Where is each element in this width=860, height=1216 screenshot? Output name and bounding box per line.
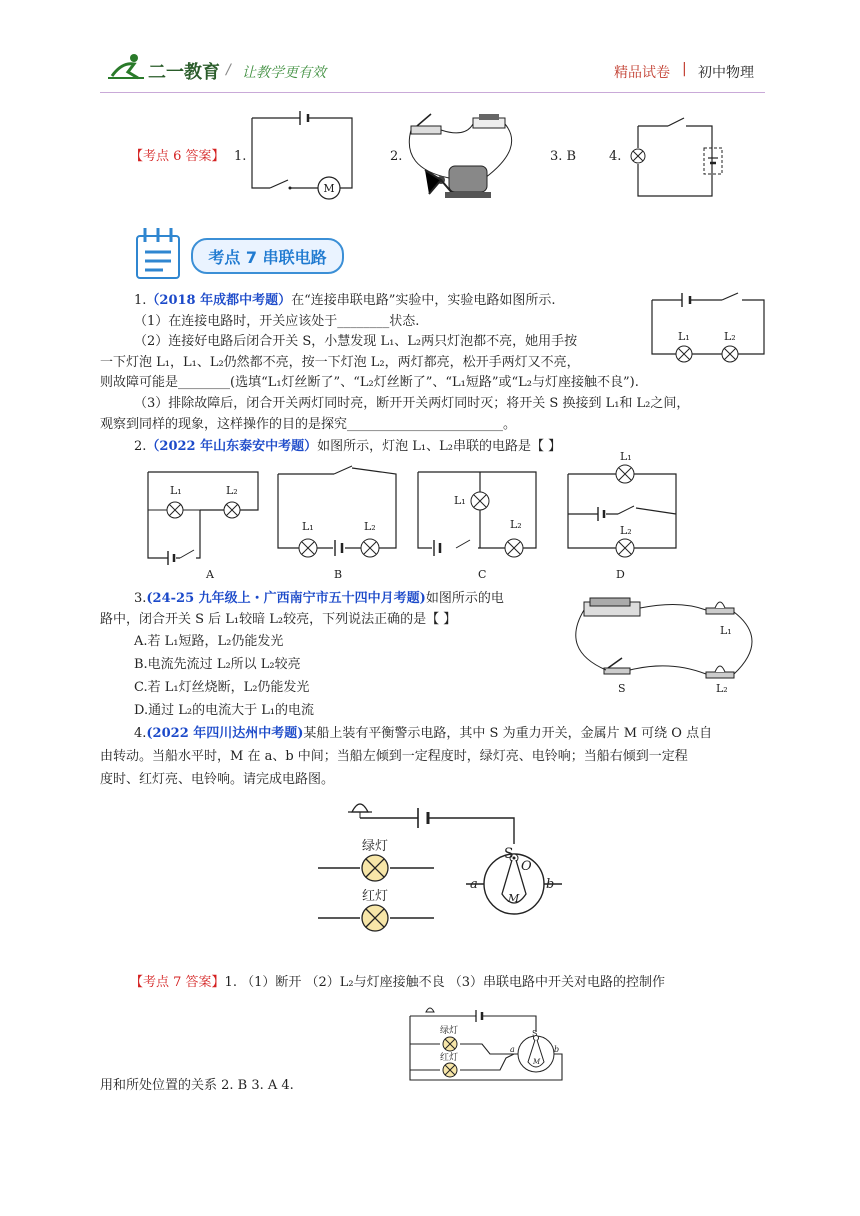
q3-stem-a: 如图所示的电	[425, 591, 504, 606]
slogan: 让教学更有效	[242, 65, 326, 81]
q4-green-light-label: 绿灯	[362, 839, 389, 854]
q3-circuit-picture	[570, 590, 770, 700]
notebook-icon	[135, 228, 181, 280]
q2-circuits	[140, 448, 700, 588]
answer6-circuit-1	[252, 118, 352, 195]
q3-option-c: C.若 L₁灯丝烧断，L₂仍能发光	[134, 680, 310, 695]
section7-title-box	[191, 238, 344, 274]
q1-part2b: 一下灯泡 L₁，L₁、L₂仍然都不亮，按一下灯泡 L₂，两灯都亮，松开手两灯又不亮，	[100, 355, 580, 370]
q4-stem-a: 某船上装有平衡警示电路，其中 S 为重力开关，金属片 M 可绕 O 点自	[303, 726, 713, 741]
q4-source: (2022 年四川达州中考题)	[146, 726, 304, 741]
q3-fig-L1: L₁	[720, 624, 732, 637]
q3-option-a: A.若 L₁短路，L₂仍能发光	[134, 634, 284, 649]
q2c-L1: L₁	[454, 494, 466, 507]
answer7-line2: 用和所处位置的关系 2. B 3. A 4.	[100, 1078, 294, 1093]
q4-stem-c: 度时、红灯亮、电铃响。请完成电路图。	[100, 772, 335, 787]
logo-text: 二一教育	[148, 62, 220, 83]
q4-a-label: a	[470, 877, 478, 892]
q2-label-a: A	[206, 568, 214, 581]
q2a-L2: L₂	[226, 484, 238, 497]
q1-num: 1.	[134, 293, 147, 308]
header-slash: /	[226, 62, 231, 78]
header-tag-2: 初中物理	[698, 65, 754, 81]
answer6-n3: 3. B	[550, 149, 577, 164]
answer6-n1: 1.	[234, 149, 247, 164]
q2-label-d: D	[616, 568, 625, 581]
answer6-circuit-4	[632, 118, 722, 198]
q4-circuit-figure	[318, 796, 578, 946]
q3-stem-b: 路中，闭合开关 S 后 L₁较暗 L₂较亮，下列说法正确的是【 】	[100, 612, 457, 627]
q4-red-light-label: 红灯	[362, 889, 389, 904]
answer7-a-label: a	[510, 1045, 515, 1054]
q4-stem-b: 由转动。当船水平时，M 在 a、b 中间；当船左倾到一定程度时，绿灯亮、电铃响；当船右倾到一定程	[100, 749, 688, 764]
q2a-L1: L₁	[170, 484, 182, 497]
q2-source: （2022 年山东泰安中考题）	[146, 439, 318, 454]
q1-stem: 在“连接串联电路”实验中，实验电路如图所示.	[291, 293, 556, 308]
q4-S-label: S	[504, 846, 514, 862]
q2-label-c: C	[478, 568, 487, 581]
q2-num: 2.	[134, 439, 147, 454]
q1-fig-L1: L₁	[678, 330, 690, 343]
q2-label-b: B	[334, 568, 343, 581]
q1-source: （2018 年成都中考题）	[146, 293, 292, 308]
answer7-b-label: b	[554, 1045, 560, 1054]
answer7-circuit-figure	[410, 1008, 570, 1088]
answer7-S-label: S	[532, 1029, 538, 1038]
q4-b-label: b	[546, 877, 555, 892]
q4-M-label: M	[508, 892, 520, 905]
q1-part3a: （3）排除故障后，闭合开关两灯同时亮，断开开关两灯同时灭；将开关 S 换接到 L₁和 L₂之间，	[134, 396, 690, 411]
q3-num: 3.	[134, 591, 147, 606]
q2c-L2: L₂	[510, 518, 522, 531]
q2b-L1: L₁	[302, 520, 314, 533]
q1-fig-L2: L₂	[724, 330, 736, 343]
q1-part1: （1）在连接电路时，开关应该处于________状态.	[134, 314, 420, 329]
header-separator: |	[682, 61, 687, 77]
answer7-green-label: 绿灯	[440, 1026, 459, 1036]
answer7-line1: 1. （1）断开 （2）L₂与灯座接触不良 （3）串联电路中开关对电路的控制作	[224, 975, 666, 990]
logo-icon	[108, 52, 148, 80]
section7-title: 考点 7 串联电路	[208, 248, 327, 267]
q1-part2a: （2）连接好电路后闭合开关 S，小慧发现 L₁、L₂两只灯泡都不亮，她用手按	[134, 334, 578, 349]
q1-circuit-figure	[652, 292, 764, 364]
q2d-L2: L₂	[620, 524, 632, 537]
q3-fig-L2: L₂	[716, 682, 728, 695]
answer7-M-label: M	[533, 1058, 541, 1066]
answer6-label: 【考点 6 答案】	[130, 149, 225, 164]
q3-source: (24-25 九年级上・广西南宁市五十四中月考题)	[146, 591, 426, 606]
q4-O-label: O	[521, 859, 532, 874]
answer6-n4: 4.	[609, 149, 622, 164]
answer7-label: 【考点 7 答案】	[130, 975, 225, 990]
q2d-L1: L₁	[620, 450, 632, 463]
q1-part2c: 则故障可能是________(选填“L₁灯丝断了”、“L₂灯丝断了”、“L₁短路”或“L₂与灯座接触不良”).	[100, 375, 639, 390]
motor-symbol: M	[323, 182, 335, 195]
header-divider	[100, 92, 765, 93]
q3-option-d: D.通过 L₂的电流大于 L₁的电流	[134, 703, 315, 718]
q4-num: 4.	[134, 726, 147, 741]
answer7-red-label: 红灯	[440, 1053, 459, 1063]
header-tag-1: 精品试卷	[614, 65, 670, 81]
answer6-device-picture	[405, 108, 525, 204]
q3-fig-S: S	[618, 682, 626, 695]
answer6-n2: 2.	[390, 149, 403, 164]
q1-part3b: 观察到同样的现象，这样操作的目的是探究________________________。	[100, 417, 517, 432]
q2-stem: 如图所示，灯泡 L₁、L₂串联的电路是【 】	[317, 439, 562, 454]
q3-option-b: B.电流先流过 L₂所以 L₂较亮	[134, 657, 301, 672]
q2b-L2: L₂	[364, 520, 376, 533]
